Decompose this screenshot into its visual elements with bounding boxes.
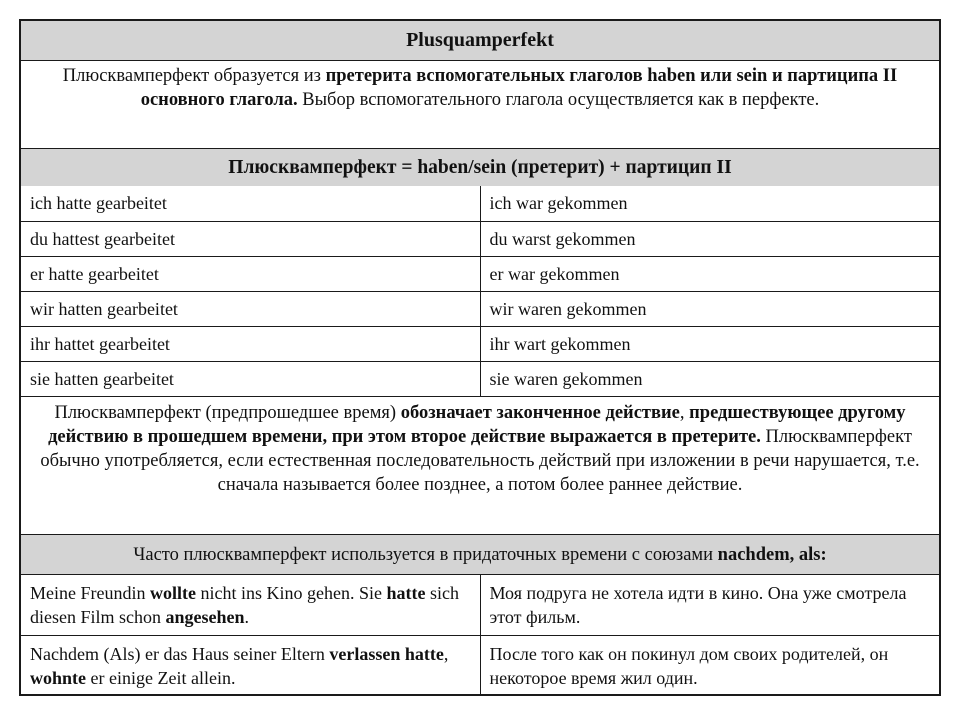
note-text: Часто плюсквамперфект используется в придаточных времени с союзами — [133, 545, 718, 565]
usage-bold-2: предшествующее другому действию в прошедшем времени, при этом второе действие выражается в претерите. — [48, 403, 906, 447]
sein-cell: ihr wart gekommen — [480, 327, 940, 361]
usage-text-2: , — [679, 403, 690, 423]
de-text: er einige Zeit allein. — [86, 668, 236, 688]
sein-cell: ich war gekommen — [480, 186, 940, 221]
usage-text-3: Плюсквамперфект обычно употребляется, если естественная последовательность действий при изложении в речи нарушается, т.е. сначала называется более позднее, а потом более раннее действие. — [40, 427, 920, 495]
sein-cell: wir waren gekommen — [480, 292, 940, 326]
de-bold: verlassen hatte — [329, 644, 444, 664]
example-german — [21, 636, 480, 694]
example-russian: Моя подруга не хотела идти в кино. Она уже смотрела этот фильм. — [480, 575, 940, 635]
table-row — [21, 256, 939, 291]
de-bold: wohnte — [30, 668, 87, 688]
example-row — [21, 635, 939, 694]
usage-paragraph — [21, 396, 939, 534]
de-text: Meine Freundin — [30, 583, 150, 603]
table-row — [21, 361, 939, 396]
table-row — [21, 221, 939, 256]
haben-cell: sie hatten gearbeitet — [30, 369, 174, 389]
de-text: Nachdem (Als) er das Haus seiner Eltern — [30, 644, 330, 664]
de-text: sich diesen Film schon — [30, 583, 459, 627]
haben-cell: ihr hattet gearbeitet — [30, 334, 170, 354]
de-text: . — [244, 607, 250, 627]
intro-text-2: Выбор вспомогательного глагола осуществляется как в перфекте. — [297, 90, 820, 110]
example-russian: После того как он покинул дом своих родителей, он некоторое время жил один. — [480, 636, 940, 694]
haben-cell: du hattest gearbeitet — [30, 229, 175, 249]
haben-cell: er hatte gearbeitet — [30, 264, 159, 284]
conjunction-note — [21, 534, 939, 574]
haben-cell: ich hatte gearbeitet — [30, 193, 167, 213]
example-row — [21, 574, 939, 635]
de-bold: angesehen — [165, 607, 245, 627]
usage-text-1: Плюсквамперфект (предпрошедшее время) — [54, 403, 401, 423]
haben-cell: wir hatten gearbeitet — [30, 299, 178, 319]
conjugation-table — [21, 186, 939, 396]
de-bold: hatte — [386, 583, 426, 603]
grammar-table — [19, 19, 941, 696]
table-title: Plusquamperfekt — [21, 21, 939, 60]
usage-bold-1: обозначает законченное действие — [400, 403, 680, 423]
de-text: , — [443, 644, 449, 664]
sein-cell: er war gekommen — [480, 257, 940, 291]
de-bold: wollte — [149, 583, 196, 603]
intro-text-1: Плюсквамперфект образуется из — [62, 66, 326, 86]
example-german — [21, 575, 480, 635]
table-row — [21, 186, 939, 221]
intro-bold-1: претерита вспомогательных глаголов haben или sein и партиципа II основного глагола. — [140, 66, 898, 110]
sein-cell: du warst gekommen — [480, 222, 940, 256]
table-row — [21, 326, 939, 361]
intro-paragraph — [21, 60, 939, 148]
formula-header: Плюсквамперфект = haben/sein (претерит) + партицип II — [21, 148, 939, 186]
sein-cell: sie waren gekommen — [480, 362, 940, 396]
note-conjunctions: nachdem, als: — [717, 545, 827, 565]
table-row — [21, 291, 939, 326]
de-text: nicht ins Kino gehen. Sie — [195, 583, 387, 603]
